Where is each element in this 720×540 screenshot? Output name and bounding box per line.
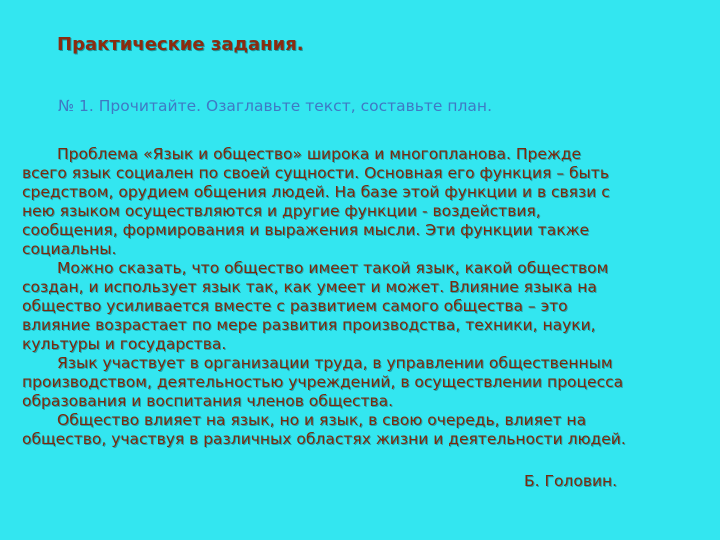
text-line: производством, деятельностью учреждений, в осуществлении процесса xyxy=(22,373,624,391)
text-line: образования и воспитания членов общества. xyxy=(22,392,394,410)
text-line: Можно сказать, что общество имеет такой язык, какой обществом xyxy=(57,259,609,277)
paragraph-2 xyxy=(22,259,702,354)
task-instruction: № 1. Прочитайте. Озаглавьте текст, составьте план. xyxy=(58,97,492,115)
text-body xyxy=(22,145,702,449)
text-line: Проблема «Язык и общество» широка и многопланова. Прежде xyxy=(57,145,582,163)
text-line: влияние возрастает по мере развития производства, техники, науки, xyxy=(22,316,596,334)
text-line: социальны. xyxy=(22,240,117,258)
text-line: общество, участвуя в различных областях жизни и деятельности людей. xyxy=(22,430,626,448)
text-line: культуры и государства. xyxy=(22,335,227,353)
text-line: Язык участвует в организации труда, в управлении общественным xyxy=(57,354,613,372)
text-line: нею языком осуществляются и другие функции - воздействия, xyxy=(22,202,541,220)
text-line: Общество влияет на язык, но и язык, в свою очередь, влияет на xyxy=(57,411,587,429)
text-line: всего язык социален по своей сущности. Основная его функция – быть xyxy=(22,164,609,182)
text-line: создан, и использует язык так, как умеет и может. Влияние языка на xyxy=(22,278,597,296)
paragraph-3 xyxy=(22,354,702,411)
author-signature: Б. Головин. xyxy=(524,472,618,490)
text-line: общество усиливается вместе с развитием самого общества – это xyxy=(22,297,568,315)
text-line: сообщения, формирования и выражения мысли. Эти функции также xyxy=(22,221,590,239)
paragraph-1 xyxy=(22,145,702,259)
paragraph-4 xyxy=(22,411,702,449)
slide-title: Практические задания. xyxy=(57,34,304,55)
text-line: средством, орудием общения людей. На базе этой функции и в связи с xyxy=(22,183,610,201)
